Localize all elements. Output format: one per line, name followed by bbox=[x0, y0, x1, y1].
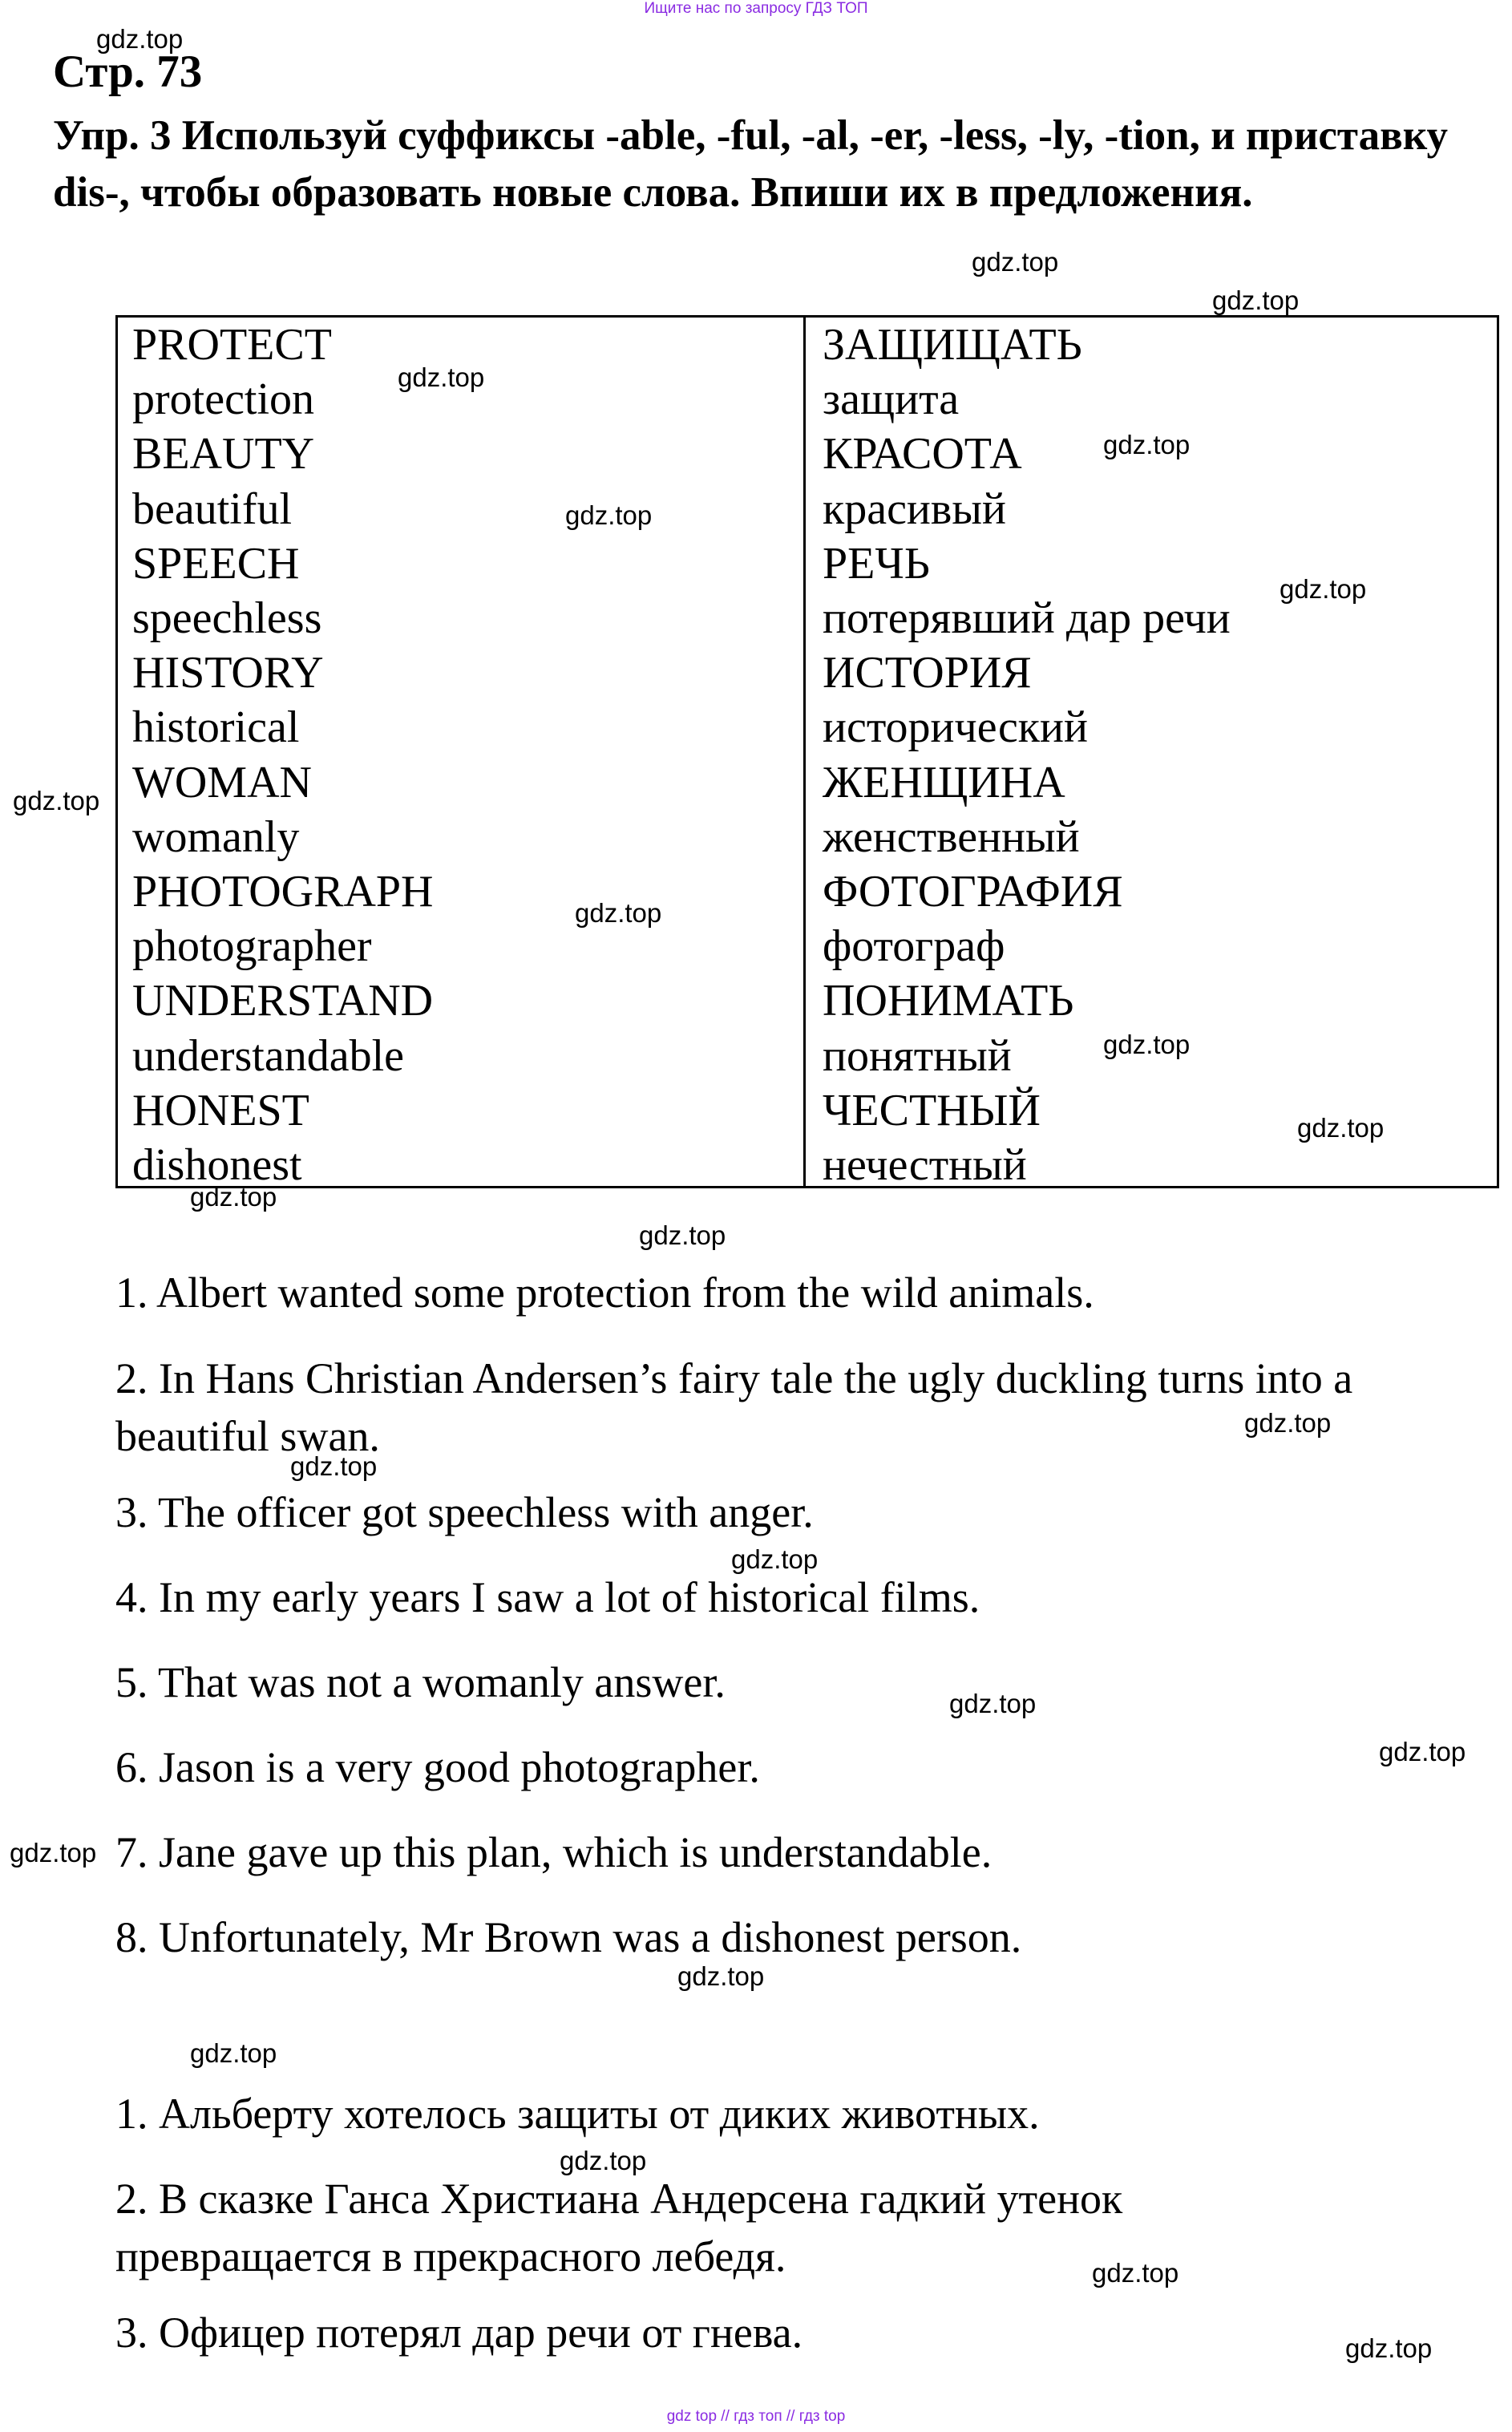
watermark: gdz.top bbox=[190, 2038, 277, 2068]
watermark: gdz.top bbox=[565, 500, 653, 530]
sentence-en: 2. In Hans Christian Andersen’s fairy tale the ugly duckling turns into a beautiful swan. bbox=[115, 1354, 1353, 1460]
word-ru: нечестный bbox=[823, 1140, 1027, 1191]
word-en: PHOTOGRAPH bbox=[132, 867, 434, 917]
watermark: gdz.top bbox=[1103, 430, 1191, 459]
word-en: HISTORY bbox=[132, 648, 324, 698]
word-ru: исторический bbox=[823, 702, 1088, 753]
watermark: gdz.top bbox=[731, 1544, 819, 1574]
word-en: PROTECT bbox=[132, 320, 332, 370]
word-en: WOMAN bbox=[132, 757, 312, 807]
word-en: photographer bbox=[132, 921, 372, 972]
watermark: gdz.top bbox=[190, 1182, 277, 1212]
watermark: gdz.top bbox=[290, 1451, 378, 1481]
sentence-ru: 3. Офицер потерял дар речи от гнева. bbox=[115, 2309, 803, 2357]
word-en: beautiful bbox=[132, 484, 293, 534]
word-ru: РЕЧЬ bbox=[823, 538, 930, 589]
bottom-banner: gdz top // гдз топ // гдз top bbox=[666, 2408, 846, 2425]
word-ru: ИСТОРИЯ bbox=[823, 648, 1032, 698]
sentence-en: 5. That was not a womanly answer. bbox=[115, 1658, 726, 1706]
sentence-en: 6. Jason is a very good photographer. bbox=[115, 1743, 760, 1791]
watermark: gdz.top bbox=[1345, 2333, 1433, 2363]
word-ru: женственный bbox=[823, 811, 1080, 862]
word-en: dishonest bbox=[132, 1140, 302, 1191]
sentence-en: 7. Jane gave up this plan, which is understandable. bbox=[115, 1828, 993, 1876]
watermark: gdz.top bbox=[1379, 1737, 1466, 1766]
top-banner: Ищите нас по запросу ГДЗ ТОП bbox=[644, 0, 868, 17]
watermark: gdz.top bbox=[560, 2146, 647, 2175]
word-en: womanly bbox=[132, 811, 300, 862]
watermark: gdz.top bbox=[639, 1220, 726, 1250]
watermark: gdz.top bbox=[96, 24, 184, 54]
word-en: historical bbox=[132, 702, 300, 753]
sentence-en: 1. Albert wanted some protection from the wild animals. bbox=[115, 1269, 1094, 1317]
page-heading: Стр. 73 bbox=[53, 47, 203, 97]
word-ru: защита bbox=[823, 374, 960, 425]
sentence-ru: 1. Альберту хотелось защиты от диких животных. bbox=[115, 2090, 1040, 2138]
watermark: gdz.top bbox=[677, 1961, 765, 1991]
watermark: gdz.top bbox=[13, 786, 100, 815]
sentence-en: 4. In my early years I saw a lot of historical films. bbox=[115, 1573, 980, 1621]
watermark: gdz.top bbox=[10, 1838, 97, 1868]
word-en: UNDERSTAND bbox=[132, 976, 434, 1026]
word-ru: фотограф bbox=[823, 921, 1005, 972]
word-en: HONEST bbox=[132, 1085, 309, 1135]
sentence-en: 3. The officer got speechless with anger. bbox=[115, 1488, 814, 1536]
word-ru: ЗАЩИЩАТЬ bbox=[823, 320, 1082, 370]
watermark: gdz.top bbox=[1244, 1408, 1332, 1438]
watermark: gdz.top bbox=[972, 247, 1059, 277]
word-ru: понятный bbox=[823, 1030, 1012, 1081]
table-divider bbox=[803, 315, 806, 1188]
sentence-en: 8. Unfortunately, Mr Brown was a dishonest person. bbox=[115, 1913, 1022, 1961]
word-ru: КРАСОТА bbox=[823, 429, 1022, 480]
word-en: speechless bbox=[132, 593, 322, 644]
word-ru: ФОТОГРАФИЯ bbox=[823, 867, 1123, 917]
word-ru: потерявший дар речи bbox=[823, 593, 1231, 644]
watermark: gdz.top bbox=[1212, 285, 1300, 315]
word-en: SPEECH bbox=[132, 538, 300, 589]
watermark: gdz.top bbox=[575, 898, 662, 928]
word-en: understandable bbox=[132, 1030, 404, 1081]
word-ru: ЖЕНЩИНА bbox=[823, 757, 1065, 807]
watermark: gdz.top bbox=[1280, 574, 1367, 604]
watermark: gdz.top bbox=[949, 1689, 1037, 1718]
sentence-ru: 2. В сказке Ганса Христиана Андерсена гадкий утенок превращается в прекрасного лебедя. bbox=[115, 2175, 1123, 2280]
watermark: gdz.top bbox=[398, 362, 485, 392]
word-en: BEAUTY bbox=[132, 429, 315, 480]
exercise-task: Упр. 3 Используй суффиксы -able, -ful, -al, -er, -less, -ly, -tion, и приставку dis-, чтобы образовать новые слова. Впиши их в предложения. bbox=[53, 112, 1449, 216]
word-ru: ПОНИМАТЬ bbox=[823, 976, 1074, 1026]
watermark: gdz.top bbox=[1103, 1030, 1191, 1059]
word-en: protection bbox=[132, 374, 315, 425]
word-ru: красивый bbox=[823, 484, 1006, 534]
watermark: gdz.top bbox=[1092, 2258, 1179, 2288]
watermark: gdz.top bbox=[1297, 1113, 1385, 1143]
english-words-column bbox=[132, 318, 433, 1192]
word-ru: ЧЕСТНЫЙ bbox=[823, 1085, 1041, 1135]
